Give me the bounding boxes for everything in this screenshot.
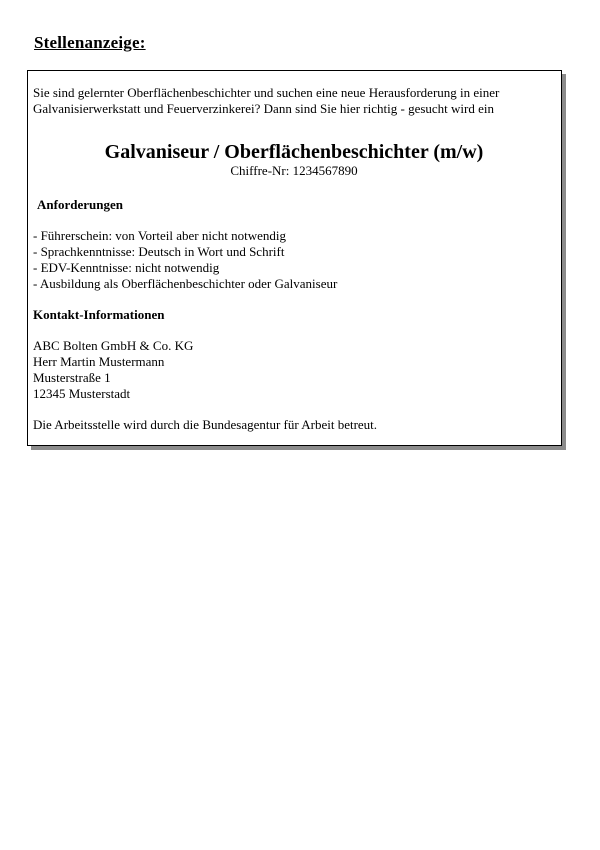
contact-company: ABC Bolten GmbH & Co. KG: [33, 338, 194, 353]
page-heading: Stellenanzeige:: [34, 33, 146, 52]
intro-text: Sie sind gelernter Oberflächenbeschichter und suchen eine neue Herausforderung in einer Galvanisierwerkstatt und Feuerverzinkerei? Dann sind Sie hier richtig - gesucht wird ein: [33, 85, 500, 116]
contact-address: [33, 338, 555, 402]
job-title: Galvaniseur / Oberflächenbeschichter (m/w): [104, 141, 484, 163]
requirement-item: - EDV-Kenntnisse: nicht notwendig: [33, 260, 220, 275]
chiffre-number: Chiffre-Nr: 1234567890: [230, 163, 358, 178]
job-ad-box: [27, 70, 562, 446]
contact-title: Kontakt-Informationen: [33, 307, 165, 322]
contact-city: 12345 Musterstadt: [33, 386, 131, 401]
contact-person: Herr Martin Mustermann: [33, 354, 165, 369]
requirement-item: - Ausbildung als Oberflächenbeschichter oder Galvaniseur: [33, 276, 338, 291]
job-ad-content: [33, 85, 555, 433]
contact-street: Musterstraße 1: [33, 370, 111, 385]
requirement-item: - Führerschein: von Vorteil aber nicht notwendig: [33, 228, 286, 243]
requirement-item: - Sprachkenntnisse: Deutsch in Wort und Schrift: [33, 244, 285, 259]
footer-note: Die Arbeitsstelle wird durch die Bundesagentur für Arbeit betreut.: [33, 417, 378, 432]
requirements-title: Anforderungen: [37, 197, 123, 212]
requirements-list: [33, 228, 555, 292]
